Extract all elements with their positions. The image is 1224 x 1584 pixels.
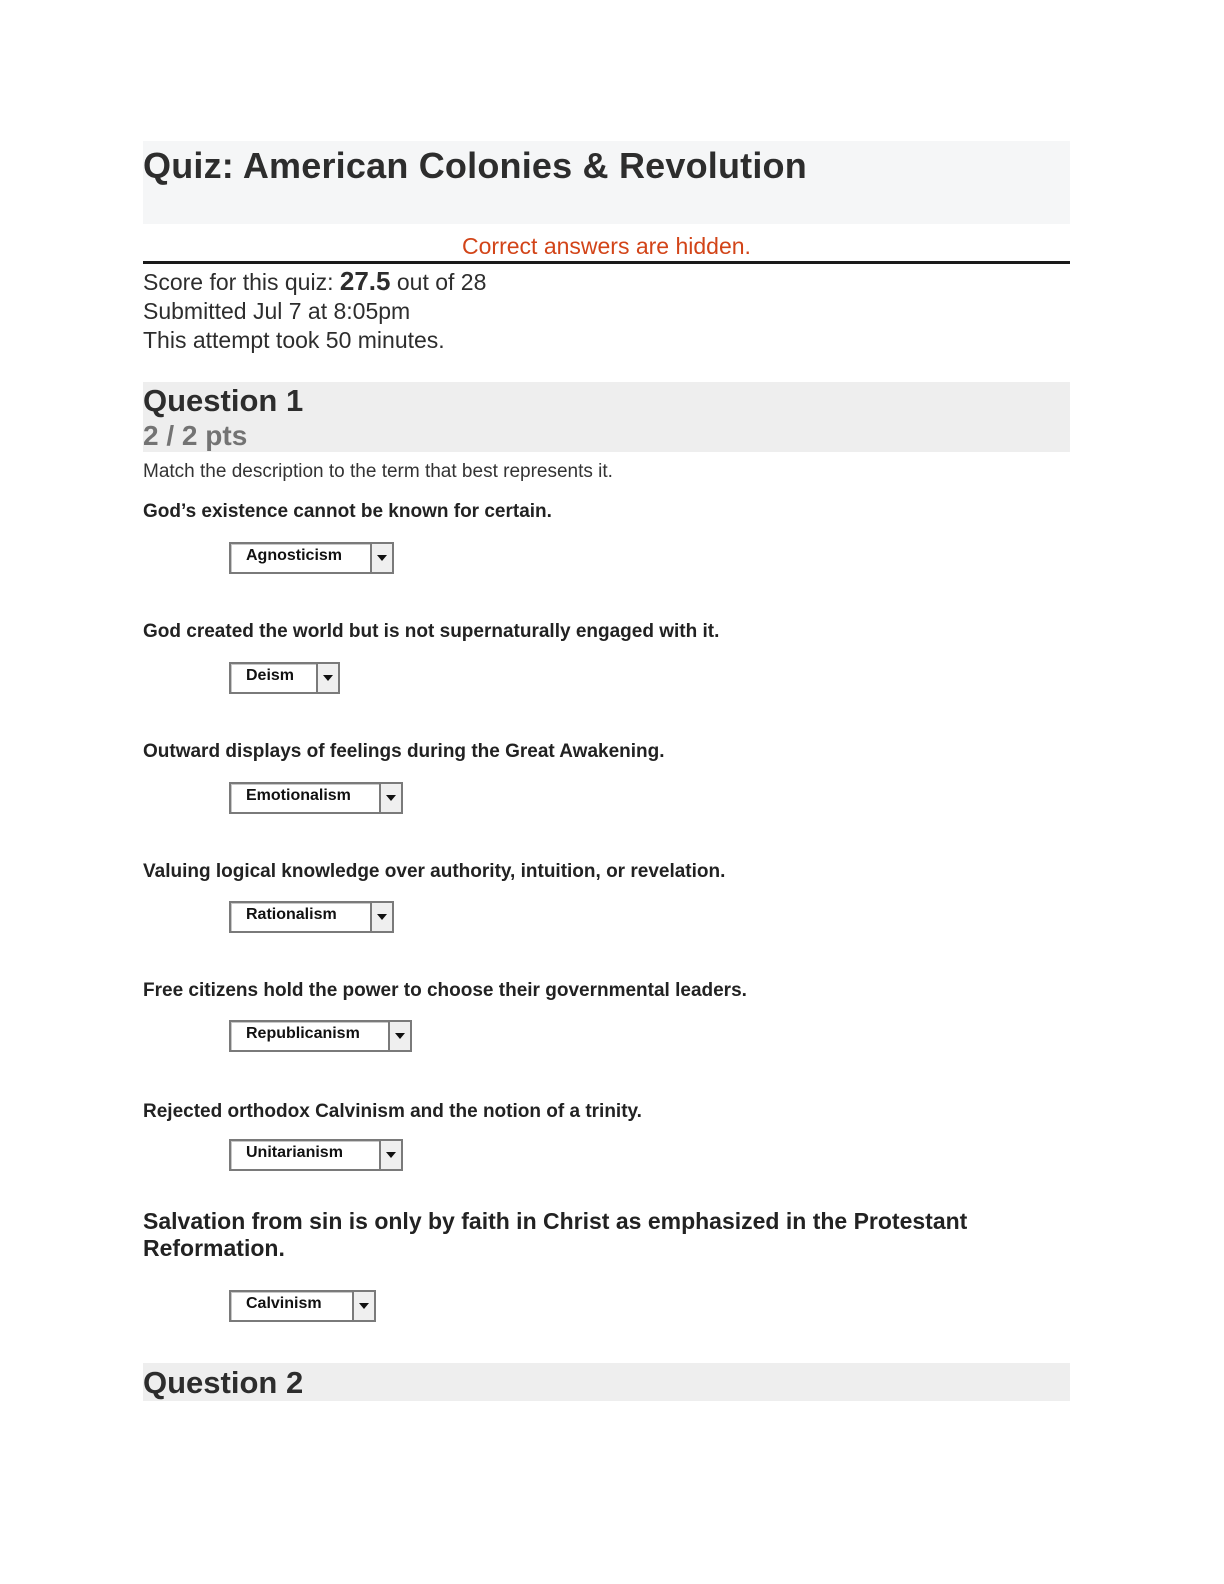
quiz-summary bbox=[143, 267, 1070, 355]
answer-select-value: Republicanism bbox=[246, 1025, 360, 1042]
match-item bbox=[143, 978, 1070, 1057]
quiz-results-page bbox=[143, 141, 1070, 1327]
quiz-title: Quiz: American Colonies & Revolution bbox=[143, 145, 807, 186]
answer-select[interactable] bbox=[229, 782, 403, 814]
divider bbox=[143, 261, 1070, 264]
answers-hidden-notice: Correct answers are hidden. bbox=[462, 233, 751, 259]
score-value: 27.5 bbox=[339, 266, 391, 296]
chevron-down-icon bbox=[395, 1033, 405, 1039]
attempt-duration-line: This attempt took 50 minutes. bbox=[143, 327, 445, 353]
chevron-down-icon bbox=[359, 1303, 369, 1309]
question-1-instructions: Match the description to the term that best represents it. bbox=[143, 461, 613, 482]
match-prompt: Valuing logical knowledge over authority, intuition, or revelation. bbox=[143, 861, 726, 882]
answer-select[interactable] bbox=[229, 1139, 403, 1171]
answer-select-value: Unitarianism bbox=[246, 1144, 343, 1161]
match-item bbox=[143, 1208, 1070, 1327]
dropdown-button[interactable] bbox=[370, 903, 392, 931]
chevron-down-icon bbox=[386, 795, 396, 801]
answer-select-value: Emotionalism bbox=[246, 787, 351, 804]
dropdown-button[interactable] bbox=[379, 784, 401, 812]
match-prompt: God’s existence cannot be known for certain. bbox=[143, 501, 552, 522]
answer-select-value: Calvinism bbox=[246, 1295, 322, 1312]
match-prompt: Salvation from sin is only by faith in Christ as emphasized in the Protestant Reformation. bbox=[143, 1208, 968, 1261]
chevron-down-icon bbox=[377, 555, 387, 561]
answer-select[interactable] bbox=[229, 1020, 412, 1052]
match-prompt: Free citizens hold the power to choose their governmental leaders. bbox=[143, 980, 747, 1001]
answer-select-value: Rationalism bbox=[246, 906, 337, 923]
match-item bbox=[143, 619, 1070, 699]
score-label: Score for this quiz: bbox=[143, 269, 340, 295]
chevron-down-icon bbox=[386, 1152, 396, 1158]
match-prompt: Outward displays of feelings during the Great Awakening. bbox=[143, 741, 665, 762]
answer-select[interactable] bbox=[229, 901, 394, 933]
question-1-points: 2 / 2 pts bbox=[143, 420, 248, 451]
dropdown-button[interactable] bbox=[388, 1022, 410, 1050]
question-2-title: Question 2 bbox=[143, 1365, 304, 1400]
answer-select-value: Agnosticism bbox=[246, 547, 343, 564]
match-item bbox=[143, 739, 1070, 819]
answer-select[interactable] bbox=[229, 1290, 376, 1322]
dropdown-button[interactable] bbox=[352, 1292, 374, 1320]
match-item bbox=[143, 499, 1070, 579]
answer-select[interactable] bbox=[229, 662, 340, 694]
match-item bbox=[143, 1099, 1070, 1176]
question-2-header bbox=[143, 1363, 1070, 1401]
question-1-title: Question 1 bbox=[143, 383, 304, 418]
chevron-down-icon bbox=[323, 675, 333, 681]
match-prompt: God created the world but is not supernaturally engaged with it. bbox=[143, 621, 720, 642]
match-prompt: Rejected orthodox Calvinism and the notion of a trinity. bbox=[143, 1101, 642, 1122]
score-total: out of 28 bbox=[390, 269, 487, 295]
dropdown-button[interactable] bbox=[379, 1141, 401, 1169]
chevron-down-icon bbox=[377, 914, 387, 920]
question-1-header bbox=[143, 382, 1070, 452]
dropdown-button[interactable] bbox=[370, 544, 392, 572]
answer-select-value: Deism bbox=[246, 667, 295, 684]
dropdown-button[interactable] bbox=[316, 664, 338, 692]
answer-select[interactable] bbox=[229, 542, 394, 574]
score-line bbox=[143, 267, 1070, 297]
match-item bbox=[143, 859, 1070, 938]
submitted-line: Submitted Jul 7 at 8:05pm bbox=[143, 298, 411, 324]
quiz-title-box bbox=[143, 141, 1070, 224]
